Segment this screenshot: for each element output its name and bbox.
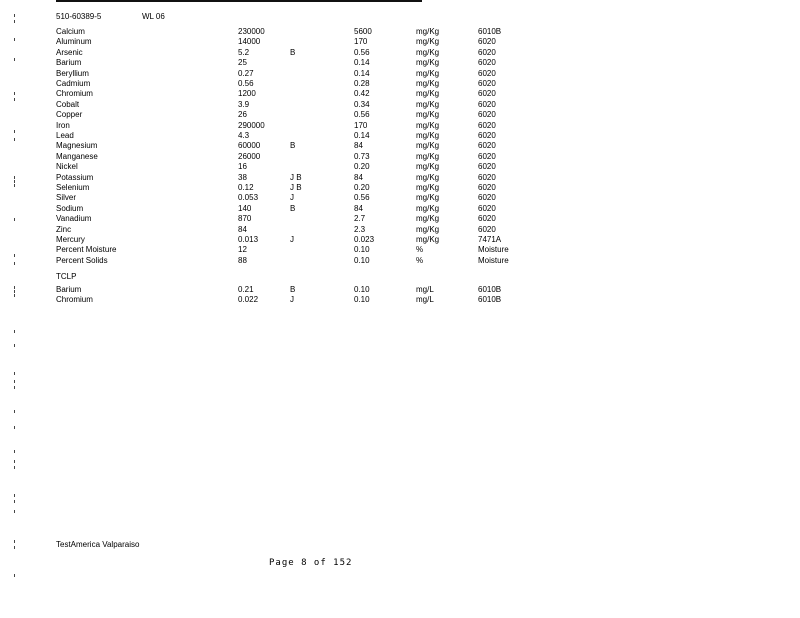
unit-cell: mg/Kg bbox=[416, 203, 440, 213]
analyte-cell: Copper bbox=[56, 110, 83, 120]
unit-cell: mg/Kg bbox=[416, 37, 440, 47]
table-row bbox=[0, 285, 800, 295]
table-row bbox=[0, 245, 800, 255]
rl-cell: 2.7 bbox=[354, 214, 366, 224]
method-cell: 6020 bbox=[478, 141, 496, 151]
analyte-cell: Selenium bbox=[56, 183, 90, 192]
rl-cell: 0.023 bbox=[354, 235, 375, 244]
result-cell: 3.9 bbox=[238, 99, 250, 109]
analyte-cell: Zinc bbox=[56, 224, 72, 234]
method-cell: 6020 bbox=[478, 120, 496, 130]
rl-cell: 170 bbox=[354, 37, 368, 47]
top-rule bbox=[56, 0, 422, 2]
table-row bbox=[0, 48, 800, 58]
client-id: WL 06 bbox=[142, 12, 165, 21]
result-cell: 1200 bbox=[238, 89, 256, 99]
unit-cell: mg/Kg bbox=[416, 89, 440, 99]
analyte-cell: Percent Solids bbox=[56, 255, 108, 265]
table-row bbox=[0, 89, 800, 99]
table-row bbox=[0, 79, 800, 89]
method-cell: 6020 bbox=[478, 151, 496, 161]
rl-cell: 0.28 bbox=[354, 79, 370, 88]
method-cell: 6020 bbox=[478, 37, 496, 47]
unit-cell: mg/Kg bbox=[416, 47, 440, 57]
rl-cell: 84 bbox=[354, 172, 363, 182]
qualifier-cell: B bbox=[290, 141, 296, 151]
unit-cell: mg/Kg bbox=[416, 162, 440, 172]
unit-cell: mg/Kg bbox=[416, 120, 440, 130]
rl-cell: 0.42 bbox=[354, 89, 370, 99]
table-row bbox=[0, 58, 800, 68]
unit-cell: mg/Kg bbox=[416, 235, 440, 244]
result-cell: 12 bbox=[238, 245, 247, 255]
unit-cell: % bbox=[416, 245, 424, 255]
table-row bbox=[0, 141, 800, 151]
rl-cell: 84 bbox=[354, 203, 363, 213]
result-cell: 140 bbox=[238, 203, 252, 213]
rl-cell: 2.3 bbox=[354, 224, 366, 234]
table-row bbox=[0, 204, 800, 214]
method-cell: 6010B bbox=[478, 27, 502, 36]
result-cell: 870 bbox=[238, 214, 252, 224]
rl-cell: 0.14 bbox=[354, 68, 370, 78]
result-cell: 0.27 bbox=[238, 68, 254, 78]
unit-cell: mg/Kg bbox=[416, 224, 440, 234]
result-cell: 84 bbox=[238, 224, 247, 234]
table-row bbox=[0, 173, 800, 183]
result-cell: 25 bbox=[238, 58, 247, 68]
table-row bbox=[0, 100, 800, 110]
unit-cell: mg/Kg bbox=[416, 131, 440, 140]
rl-cell: 0.34 bbox=[354, 99, 370, 109]
table-row bbox=[0, 193, 800, 203]
sample-id: 510-60389-5 bbox=[56, 12, 102, 21]
table-row bbox=[0, 183, 800, 193]
lab-name: TestAmerica Valparaiso bbox=[56, 540, 140, 549]
method-cell: 6020 bbox=[478, 224, 496, 234]
rl-cell: 0.14 bbox=[354, 131, 370, 140]
qualifier-cell: B bbox=[290, 203, 296, 213]
method-cell: 6020 bbox=[478, 172, 496, 182]
analyte-cell: Barium bbox=[56, 285, 82, 294]
unit-cell: % bbox=[416, 255, 424, 265]
tclp-section-label: TCLP bbox=[56, 272, 77, 281]
unit-cell: mg/Kg bbox=[416, 141, 440, 151]
method-cell: 6010B bbox=[478, 295, 502, 305]
qualifier-cell: J bbox=[290, 295, 294, 305]
table-row bbox=[0, 131, 800, 141]
result-cell: 5.2 bbox=[238, 47, 250, 57]
result-cell: 26 bbox=[238, 110, 247, 120]
result-cell: 290000 bbox=[238, 120, 265, 130]
result-cell: 38 bbox=[238, 172, 247, 182]
method-cell: 6020 bbox=[478, 203, 496, 213]
method-cell: 6020 bbox=[478, 214, 496, 224]
table-row bbox=[0, 152, 800, 162]
qualifier-cell: J B bbox=[290, 172, 302, 182]
method-cell: 6020 bbox=[478, 68, 496, 78]
method-cell: 6020 bbox=[478, 79, 496, 88]
result-cell: 16 bbox=[238, 162, 247, 172]
qualifier-cell: B bbox=[290, 285, 296, 294]
result-cell: 88 bbox=[238, 255, 247, 265]
result-cell: 60000 bbox=[238, 141, 261, 151]
analyte-cell: Sodium bbox=[56, 203, 84, 213]
page-number: Page 8 of 152 bbox=[269, 558, 353, 568]
analyte-cell: Percent Moisture bbox=[56, 245, 117, 255]
rl-cell: 0.56 bbox=[354, 110, 370, 120]
rl-cell: 5600 bbox=[354, 27, 372, 36]
result-cell: 14000 bbox=[238, 37, 261, 47]
analyte-cell: Iron bbox=[56, 120, 70, 130]
rl-cell: 0.10 bbox=[354, 255, 370, 265]
unit-cell: mg/Kg bbox=[416, 68, 440, 78]
result-cell: 0.022 bbox=[238, 295, 259, 305]
qualifier-cell: B bbox=[290, 47, 296, 57]
table-row bbox=[0, 162, 800, 172]
result-cell: 0.12 bbox=[238, 183, 254, 192]
method-cell: 7471A bbox=[478, 235, 502, 244]
qualifier-cell: J B bbox=[290, 183, 302, 192]
rl-cell: 170 bbox=[354, 120, 368, 130]
method-cell: Moisture bbox=[478, 245, 509, 255]
method-cell: 6010B bbox=[478, 285, 502, 294]
method-cell: 6020 bbox=[478, 89, 496, 99]
method-cell: 6020 bbox=[478, 110, 496, 120]
analyte-cell: Chromium bbox=[56, 89, 93, 99]
unit-cell: mg/Kg bbox=[416, 27, 440, 36]
analyte-cell: Chromium bbox=[56, 295, 93, 305]
rl-cell: 0.56 bbox=[354, 47, 370, 57]
result-cell: 0.013 bbox=[238, 235, 259, 244]
result-cell: 4.3 bbox=[238, 131, 250, 140]
analyte-cell: Magnesium bbox=[56, 141, 98, 151]
method-cell: 6020 bbox=[478, 131, 496, 140]
table-row bbox=[0, 235, 800, 245]
rl-cell: 0.10 bbox=[354, 285, 370, 294]
rl-cell: 0.20 bbox=[354, 162, 370, 172]
method-cell: 6020 bbox=[478, 58, 496, 68]
table-row bbox=[0, 295, 800, 305]
qualifier-cell: J bbox=[290, 193, 294, 203]
analyte-cell: Manganese bbox=[56, 151, 98, 161]
result-cell: 0.053 bbox=[238, 193, 259, 203]
result-cell: 0.56 bbox=[238, 79, 254, 88]
unit-cell: mg/Kg bbox=[416, 79, 440, 88]
unit-cell: mg/Kg bbox=[416, 110, 440, 120]
table-row bbox=[0, 256, 800, 266]
analyte-cell: Cobalt bbox=[56, 99, 80, 109]
analyte-cell: Cadmium bbox=[56, 79, 91, 88]
result-cell: 0.21 bbox=[238, 285, 254, 294]
unit-cell: mg/Kg bbox=[416, 151, 440, 161]
analyte-cell: Silver bbox=[56, 193, 77, 203]
rl-cell: 0.20 bbox=[354, 183, 370, 192]
table-row bbox=[0, 69, 800, 79]
table-row bbox=[0, 27, 800, 37]
unit-cell: mg/Kg bbox=[416, 172, 440, 182]
analyte-cell: Nickel bbox=[56, 162, 78, 172]
analyte-cell: Vanadium bbox=[56, 214, 92, 224]
result-cell: 26000 bbox=[238, 151, 261, 161]
unit-cell: mg/Kg bbox=[416, 214, 440, 224]
table-row bbox=[0, 225, 800, 235]
method-cell: 6020 bbox=[478, 193, 496, 203]
qualifier-cell: J bbox=[290, 235, 294, 244]
analyte-cell: Calcium bbox=[56, 27, 85, 36]
analyte-cell: Arsenic bbox=[56, 47, 83, 57]
analyte-cell: Beryllium bbox=[56, 68, 89, 78]
unit-cell: mg/L bbox=[416, 295, 434, 305]
unit-cell: mg/L bbox=[416, 285, 434, 294]
analyte-cell: Aluminum bbox=[56, 37, 92, 47]
rl-cell: 0.14 bbox=[354, 58, 370, 68]
rl-cell: 84 bbox=[354, 141, 363, 151]
rl-cell: 0.10 bbox=[354, 245, 370, 255]
method-cell: 6020 bbox=[478, 183, 496, 192]
method-cell: 6020 bbox=[478, 99, 496, 109]
method-cell: 6020 bbox=[478, 162, 496, 172]
table-row bbox=[0, 37, 800, 47]
table-row bbox=[0, 214, 800, 224]
unit-cell: mg/Kg bbox=[416, 58, 440, 68]
unit-cell: mg/Kg bbox=[416, 183, 440, 192]
unit-cell: mg/Kg bbox=[416, 193, 440, 203]
rl-cell: 0.10 bbox=[354, 295, 370, 305]
rl-cell: 0.73 bbox=[354, 151, 370, 161]
analyte-cell: Lead bbox=[56, 131, 74, 140]
analyte-cell: Barium bbox=[56, 58, 82, 68]
table-row bbox=[0, 121, 800, 131]
result-cell: 230000 bbox=[238, 27, 265, 36]
unit-cell: mg/Kg bbox=[416, 99, 440, 109]
analyte-cell: Mercury bbox=[56, 235, 85, 244]
rl-cell: 0.56 bbox=[354, 193, 370, 203]
method-cell: Moisture bbox=[478, 255, 509, 265]
method-cell: 6020 bbox=[478, 47, 496, 57]
analyte-cell: Potassium bbox=[56, 172, 94, 182]
table-row bbox=[0, 110, 800, 120]
